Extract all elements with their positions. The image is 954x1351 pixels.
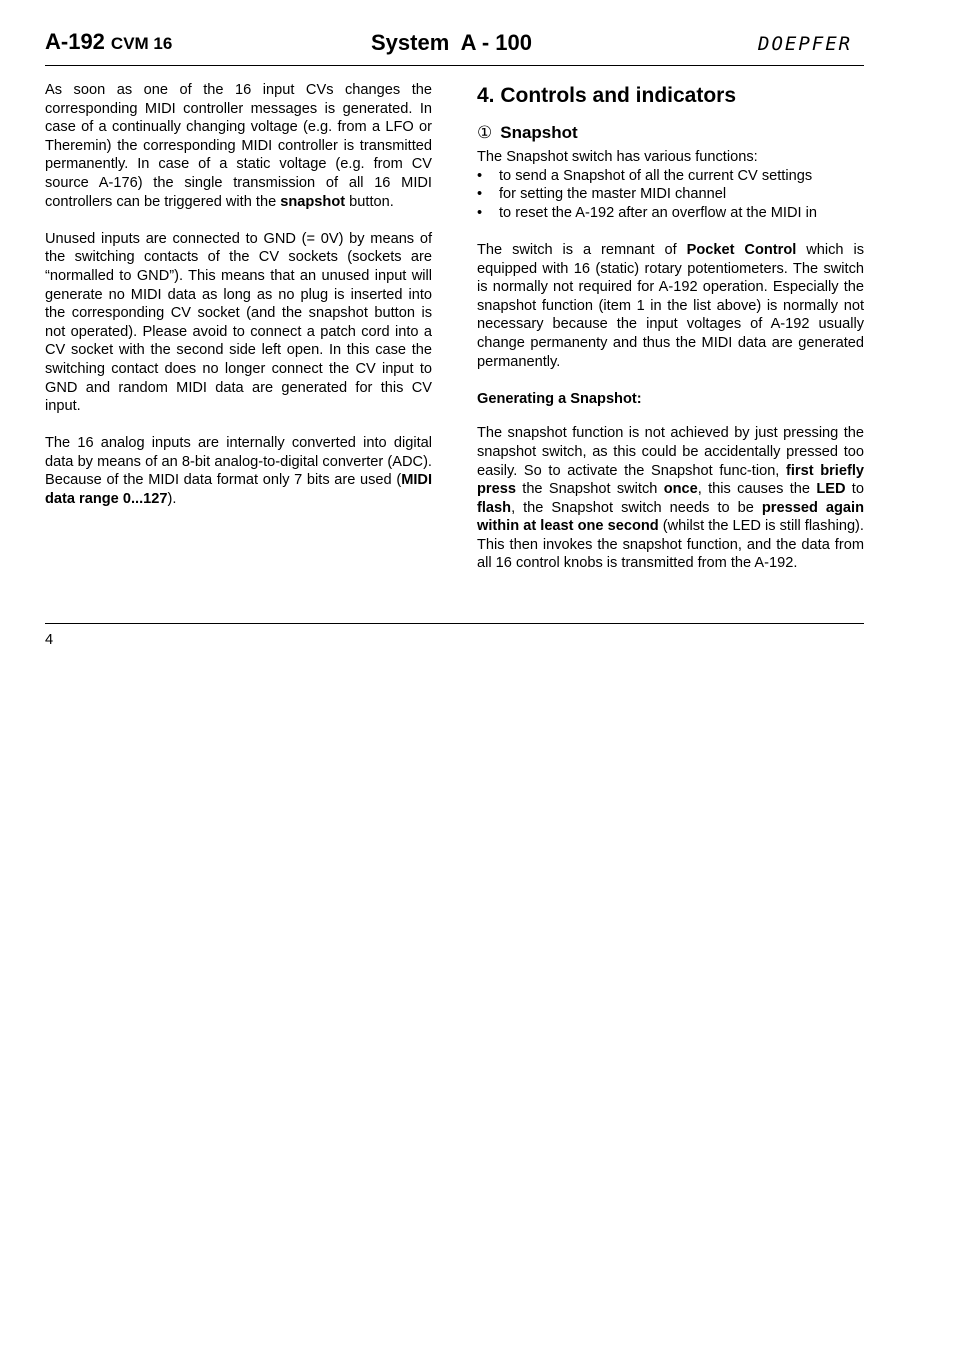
text-run: the Snapshot switch	[515, 481, 664, 498]
text-run: (whilst the LED is still flashing). This then invokes the snapshot function, and the data from all 16 control knobs is transmitted from the A-192.	[477, 518, 864, 572]
bold-text: flash	[477, 499, 512, 516]
bold-text: Pocket Control	[686, 241, 797, 258]
header-model	[45, 29, 172, 55]
paragraph-remnant	[477, 241, 864, 371]
page-number: 4	[45, 632, 54, 648]
bold-text: pressed again within at least one second	[477, 499, 864, 535]
model-subtitle: CVM 16	[110, 34, 173, 53]
list-item: • for setting the master MIDI channel	[477, 185, 864, 204]
paragraph-analog-inputs	[45, 434, 432, 508]
functions-list	[477, 167, 864, 223]
text-run: which is equipped with 16 (static) rotary potentiometers. The switch is normally not required for A-192 operation. Especially the snapshot function (item 1 in the list above) is normally not necessary because the input voltages of A-192 usually change permanenty and thus the MIDI data are generated permanently.	[477, 241, 864, 370]
paragraph-cv-changes	[45, 81, 432, 211]
bold-text: first briefly press	[477, 462, 864, 498]
item-title: Snapshot	[500, 123, 578, 142]
bold-text: once	[663, 481, 698, 498]
text-run: The snapshot function is not achieved by just pressing the snapshot switch, as this could be accidentally pressed too easily. So to activate the Snapshot func-tion,	[477, 425, 864, 479]
list-item: • to send a Snapshot of all the current CV settings	[477, 167, 864, 186]
text-run: The 16 analog inputs are internally converted into digital data by means of an 8-bit analog-to-digital converter (ADC). Because of the MIDI data format only 7 bits are used (	[45, 435, 432, 489]
paragraph-unused-inputs	[45, 230, 432, 416]
generating-heading: Generating a Snapshot:	[477, 390, 642, 407]
left-column	[45, 81, 432, 527]
right-column	[477, 80, 864, 592]
model-name: A-192	[45, 29, 105, 54]
header-divider	[45, 65, 864, 66]
section-title: 4. Controls and indicators	[477, 84, 737, 107]
text-run: , the Snapshot switch needs to be	[511, 499, 762, 516]
text-run: ).	[167, 491, 177, 508]
bold-text: snapshot	[280, 193, 346, 210]
list-item: • to reset the A-192 after an overflow at the MIDI in	[477, 204, 864, 223]
bold-text: MIDI data range 0...127	[45, 472, 432, 508]
functions-intro: The Snapshot switch has various functions:	[477, 149, 758, 165]
text-run: As soon as one of the 16 input CVs changes the corresponding MIDI controller messages is generated. In case of a continually changing voltage (e.g. from a LFO or Theremin) the corresponding MIDI controller is transmitted permanently. In case of a static voltage (e.g. from CV source A-176) the single transmission of all 16 MIDI controllers can be triggered with the	[45, 82, 432, 210]
header-system: System A - 100	[371, 30, 533, 55]
text-run: button.	[345, 193, 394, 210]
doepfer-logo: DOEPFER	[758, 33, 853, 55]
bold-text: LED	[816, 481, 846, 498]
paragraph-generating	[477, 424, 864, 573]
item-heading	[477, 122, 864, 144]
text-run: The switch is a remnant of	[477, 241, 687, 258]
text-run: , this causes the	[697, 481, 817, 498]
text-run: Unused inputs are connected to GND (= 0V) by means of the switching contacts of the CV sockets (sockets are “normalled to GND”). This means that an unused input will generate no MIDI data as long as no plug is inserted into the corresponding CV socket (and the snapshot button is not operated). Please avoid to connect a patch cord into a CV socket with the second side left open. In this case the switching contact does no longer connect the CV input to GND and random MIDI data are generated for this CV input.	[45, 230, 432, 415]
item-number: ①	[477, 123, 493, 142]
text-run: to	[845, 481, 864, 498]
footer-divider	[45, 623, 864, 624]
